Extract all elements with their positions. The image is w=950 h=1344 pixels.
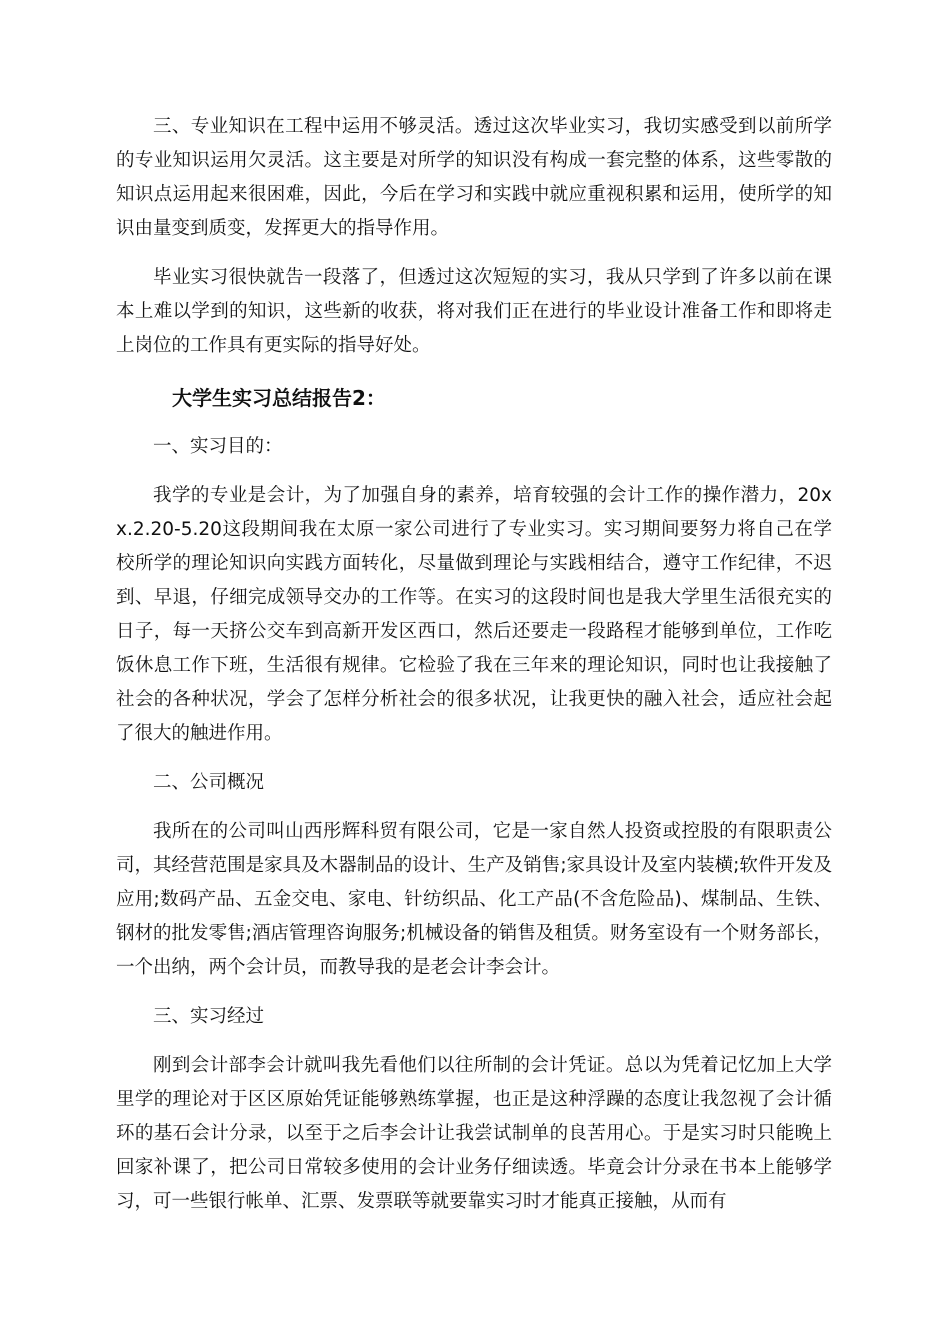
section-heading-process: 三、实习经过 bbox=[153, 1006, 265, 1027]
section-body-purpose: 我学的专业是会计，为了加强自身的素养，培育较强的会计工作的操作潜力，20xx.2.20-5.20这段期间我在太原一家公司进行了专业实习。实习期间要努力将自己在学校所学的理论知识向实践方面转化，尽量做到理论与实践相结合，遵守工作纪律，不迟到、早退，仔细完成领导交办的工作等。在实习的这段时间也是我大学里生活很充实的日子，每一天挤公交车到高新开发区西口，然后还要走一段路程才能够到单位，工作吃饭休息工作下班，生活很有规律。它检验了我在三年来的理论知识，同时也让我接触了社会的各种状况，学会了怎样分析社会的很多状况，让我更快的融入社会，适应社会起了很大的触进作用。 bbox=[116, 485, 832, 744]
report-title: 大学生实习总结报告2： bbox=[172, 386, 386, 410]
section-body-process: 刚到会计部李会计就叫我先看他们以往所制的会计凭证。总以为凭着记忆加上大学里学的理论对于区区原始凭证能够熟练掌握，也正是这种浮躁的态度让我忽视了会计循环的基石会计分录，以至于之后李会计让我尝试制单的良苦用心。于是实习时只能晚上回家补课了，把公司日常较多使用的会计业务仔细读透。毕竟会计分录在书本上能够学习，可一些银行帐单、汇票、发票联等就要靠实习时才能真正接触，从而有 bbox=[116, 1055, 832, 1212]
section-heading-purpose: 一、实习目的： bbox=[153, 436, 283, 457]
section-body-company: 我所在的公司叫山西彤辉科贸有限公司，它是一家自然人投资或控股的有限职责公司，其经营范围是家具及木器制品的设计、生产及销售;家具设计及室内装横;软件开发及应用;数码产品、五金交电、家电、针纺织品、化工产品(不含危险品)、煤制品、生铁、钢材的批发零售;酒店管理咨询服务;机械设备的销售及租赁。财务室设有一个财务部长，一个出纳，两个会计员，而教导我的是老会计李会计。 bbox=[116, 821, 832, 978]
document-body bbox=[116, 110, 832, 1219]
section-heading-company: 二、公司概况 bbox=[153, 772, 265, 793]
paragraph-internship-conclusion: 毕业实习很快就告一段落了，但透过这次短短的实习，我从只学到了许多以前在课本上难以学到的知识，这些新的收获，将对我们正在进行的毕业设计准备工作和即将走上岗位的工作具有更实际的指导好处。 bbox=[116, 267, 832, 356]
paragraph-professional-knowledge: 三、专业知识在工程中运用不够灵活。透过这次毕业实习，我切实感受到以前所学的专业知识运用欠灵活。这主要是对所学的知识没有构成一套完整的体系，这些零散的知识点运用起来很困难，因此，今后在学习和实践中就应重视积累和运用，使所学的知识由量变到质变，发挥更大的指导作用。 bbox=[116, 116, 832, 239]
